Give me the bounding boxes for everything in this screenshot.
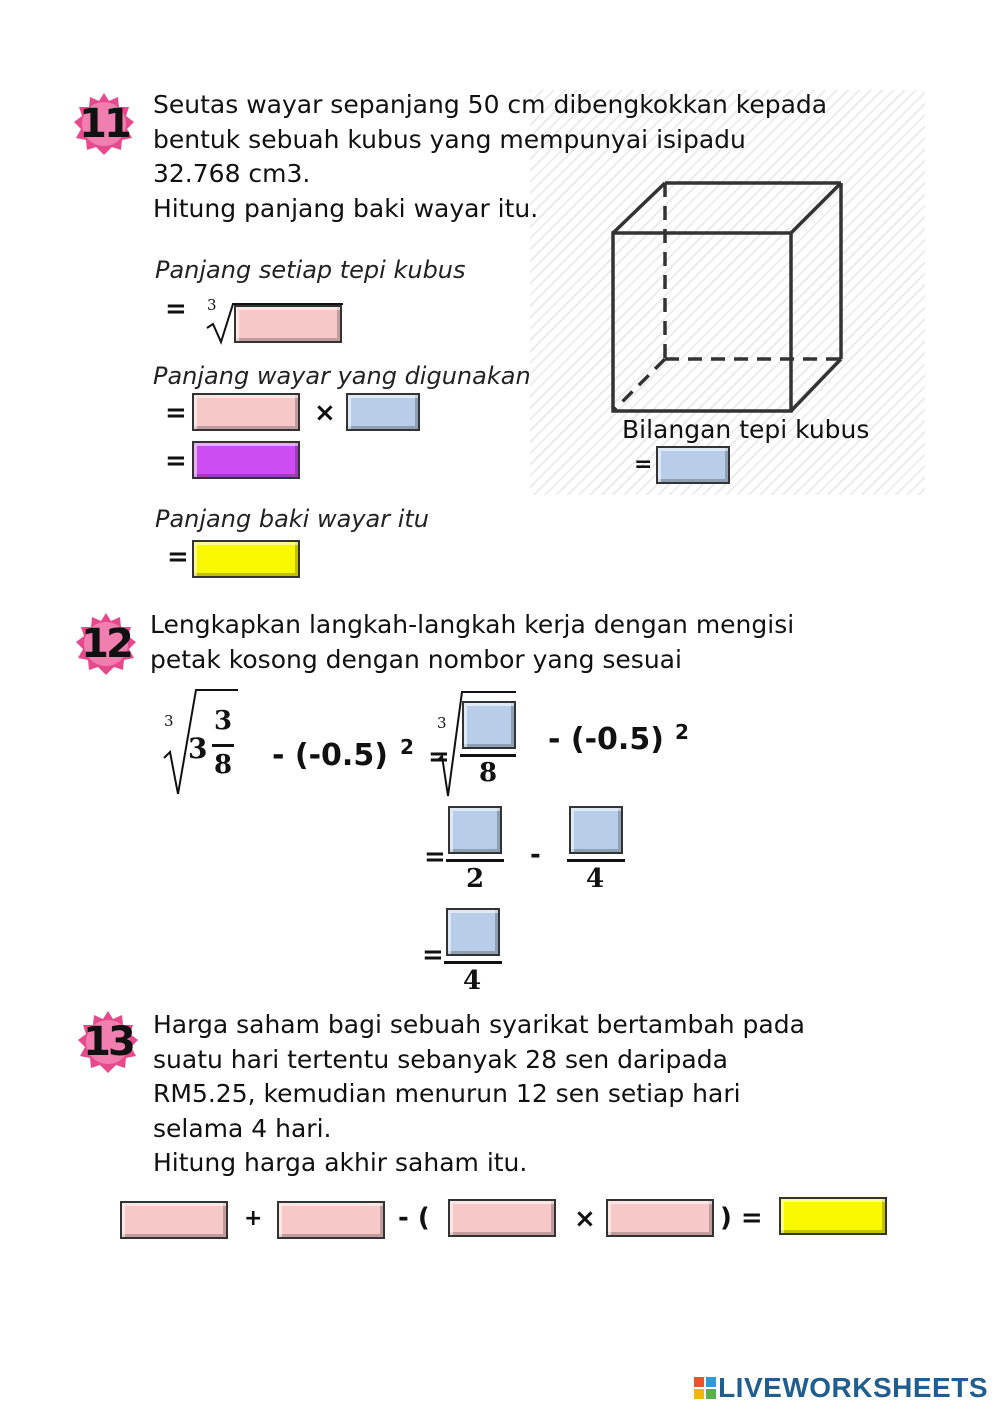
question-line: Seutas wayar sepanjang 50 cm dibengkokkan kepada [153,90,828,119]
mixed-numerator: 3 [214,706,233,736]
equals-sign: = [167,542,189,572]
question-badge-13 [76,1010,140,1074]
question-line: suatu hari tertentu sebanyak 28 sen daripada [153,1044,728,1074]
answer-box-edge-length[interactable] [192,393,300,431]
minus-term: - (-0.5) [548,722,664,757]
exponent: 2 [675,720,689,744]
answer-box-cube-edges[interactable] [656,446,730,484]
question-number: 12 [81,621,131,667]
root-index: 3 [437,714,447,732]
equals-sign: = [422,940,444,970]
denominator: 2 [466,864,485,894]
answer-box-edge-count[interactable] [346,393,420,431]
question-line: 32.768 cm3. [153,159,311,188]
equals-sign: = [634,452,653,477]
answer-box-numerator-1[interactable] [462,701,516,749]
question-line: Harga saham bagi sebuah syarikat bertambah pada [153,1010,805,1039]
answer-box-numerator-3[interactable] [569,806,623,854]
equals-sign: = [165,446,187,476]
answer-box-numerator-2[interactable] [448,806,502,854]
question-number: 13 [83,1019,133,1065]
denominator: 4 [586,864,605,894]
cube-diagram [605,175,855,425]
label-edge-length: Panjang setiap tepi kubus [155,256,466,284]
question-12-text [150,608,880,677]
brand-footer [694,1372,988,1404]
answer-box-wire-remaining[interactable] [192,540,300,578]
fraction-bar [460,754,516,757]
minus-sign: - [530,840,541,870]
answer-box-final-price[interactable] [779,1197,887,1235]
times-sign: × [574,1204,596,1234]
question-line: petak kosong dengan nombor yang sesuai [150,644,682,674]
label-wire-remaining: Panjang baki wayar itu [155,505,430,533]
fraction-bar [446,859,504,862]
minus-term: - (-0.5) [272,738,388,773]
close-paren-equals: ) = [720,1203,763,1233]
question-badge-11 [72,92,136,156]
equals-sign: = [165,398,187,428]
question-badge-12 [74,612,138,676]
question-line: bentuk sebuah kubus yang mempunyai isipadu [153,124,746,154]
denominator: 4 [463,966,482,996]
equals-sign: = [165,294,187,324]
brand-name: LIVEWORKSHEETS [718,1372,988,1403]
plus-sign: + [244,1206,263,1231]
question-line: RM5.25, kemudian menurun 12 sen setiap hari [153,1079,741,1108]
equals-sign: = [428,742,450,772]
fraction-bar [444,961,502,964]
answer-box-decrease[interactable] [448,1199,556,1237]
root-index: 3 [207,296,217,314]
fraction-bar [567,859,625,862]
question-line: Hitung panjang baki wayar itu. [153,193,539,223]
times-sign: × [314,398,336,428]
minus-paren: - ( [398,1203,430,1233]
question-line: Lengkapkan langkah-langkah kerja dengan mengisi [150,610,795,639]
label-wire-used: Panjang wayar yang digunakan [153,362,531,390]
equals-sign: = [424,842,446,872]
answer-box-wire-used[interactable] [192,441,300,479]
liveworksheets-logo-icon [694,1377,716,1399]
label-edges-count: Bilangan tepi kubus [622,415,870,444]
answer-box-cube-volume[interactable] [234,305,342,343]
mixed-whole: 3 [188,732,208,765]
question-line: selama 4 hari. [153,1113,332,1143]
root-index: 3 [164,712,174,730]
question-13-text [153,1008,881,1181]
question-number: 11 [79,101,129,147]
question-line: Hitung harga akhir saham itu. [153,1148,528,1177]
answer-box-increase[interactable] [277,1201,385,1239]
answer-box-initial-price[interactable] [120,1201,228,1239]
fraction-bar [212,744,234,747]
denominator: 8 [479,758,498,788]
answer-box-numerator-4[interactable] [446,908,500,956]
exponent: 2 [400,735,414,759]
answer-box-days[interactable] [606,1199,714,1237]
mixed-denominator: 8 [214,750,233,780]
